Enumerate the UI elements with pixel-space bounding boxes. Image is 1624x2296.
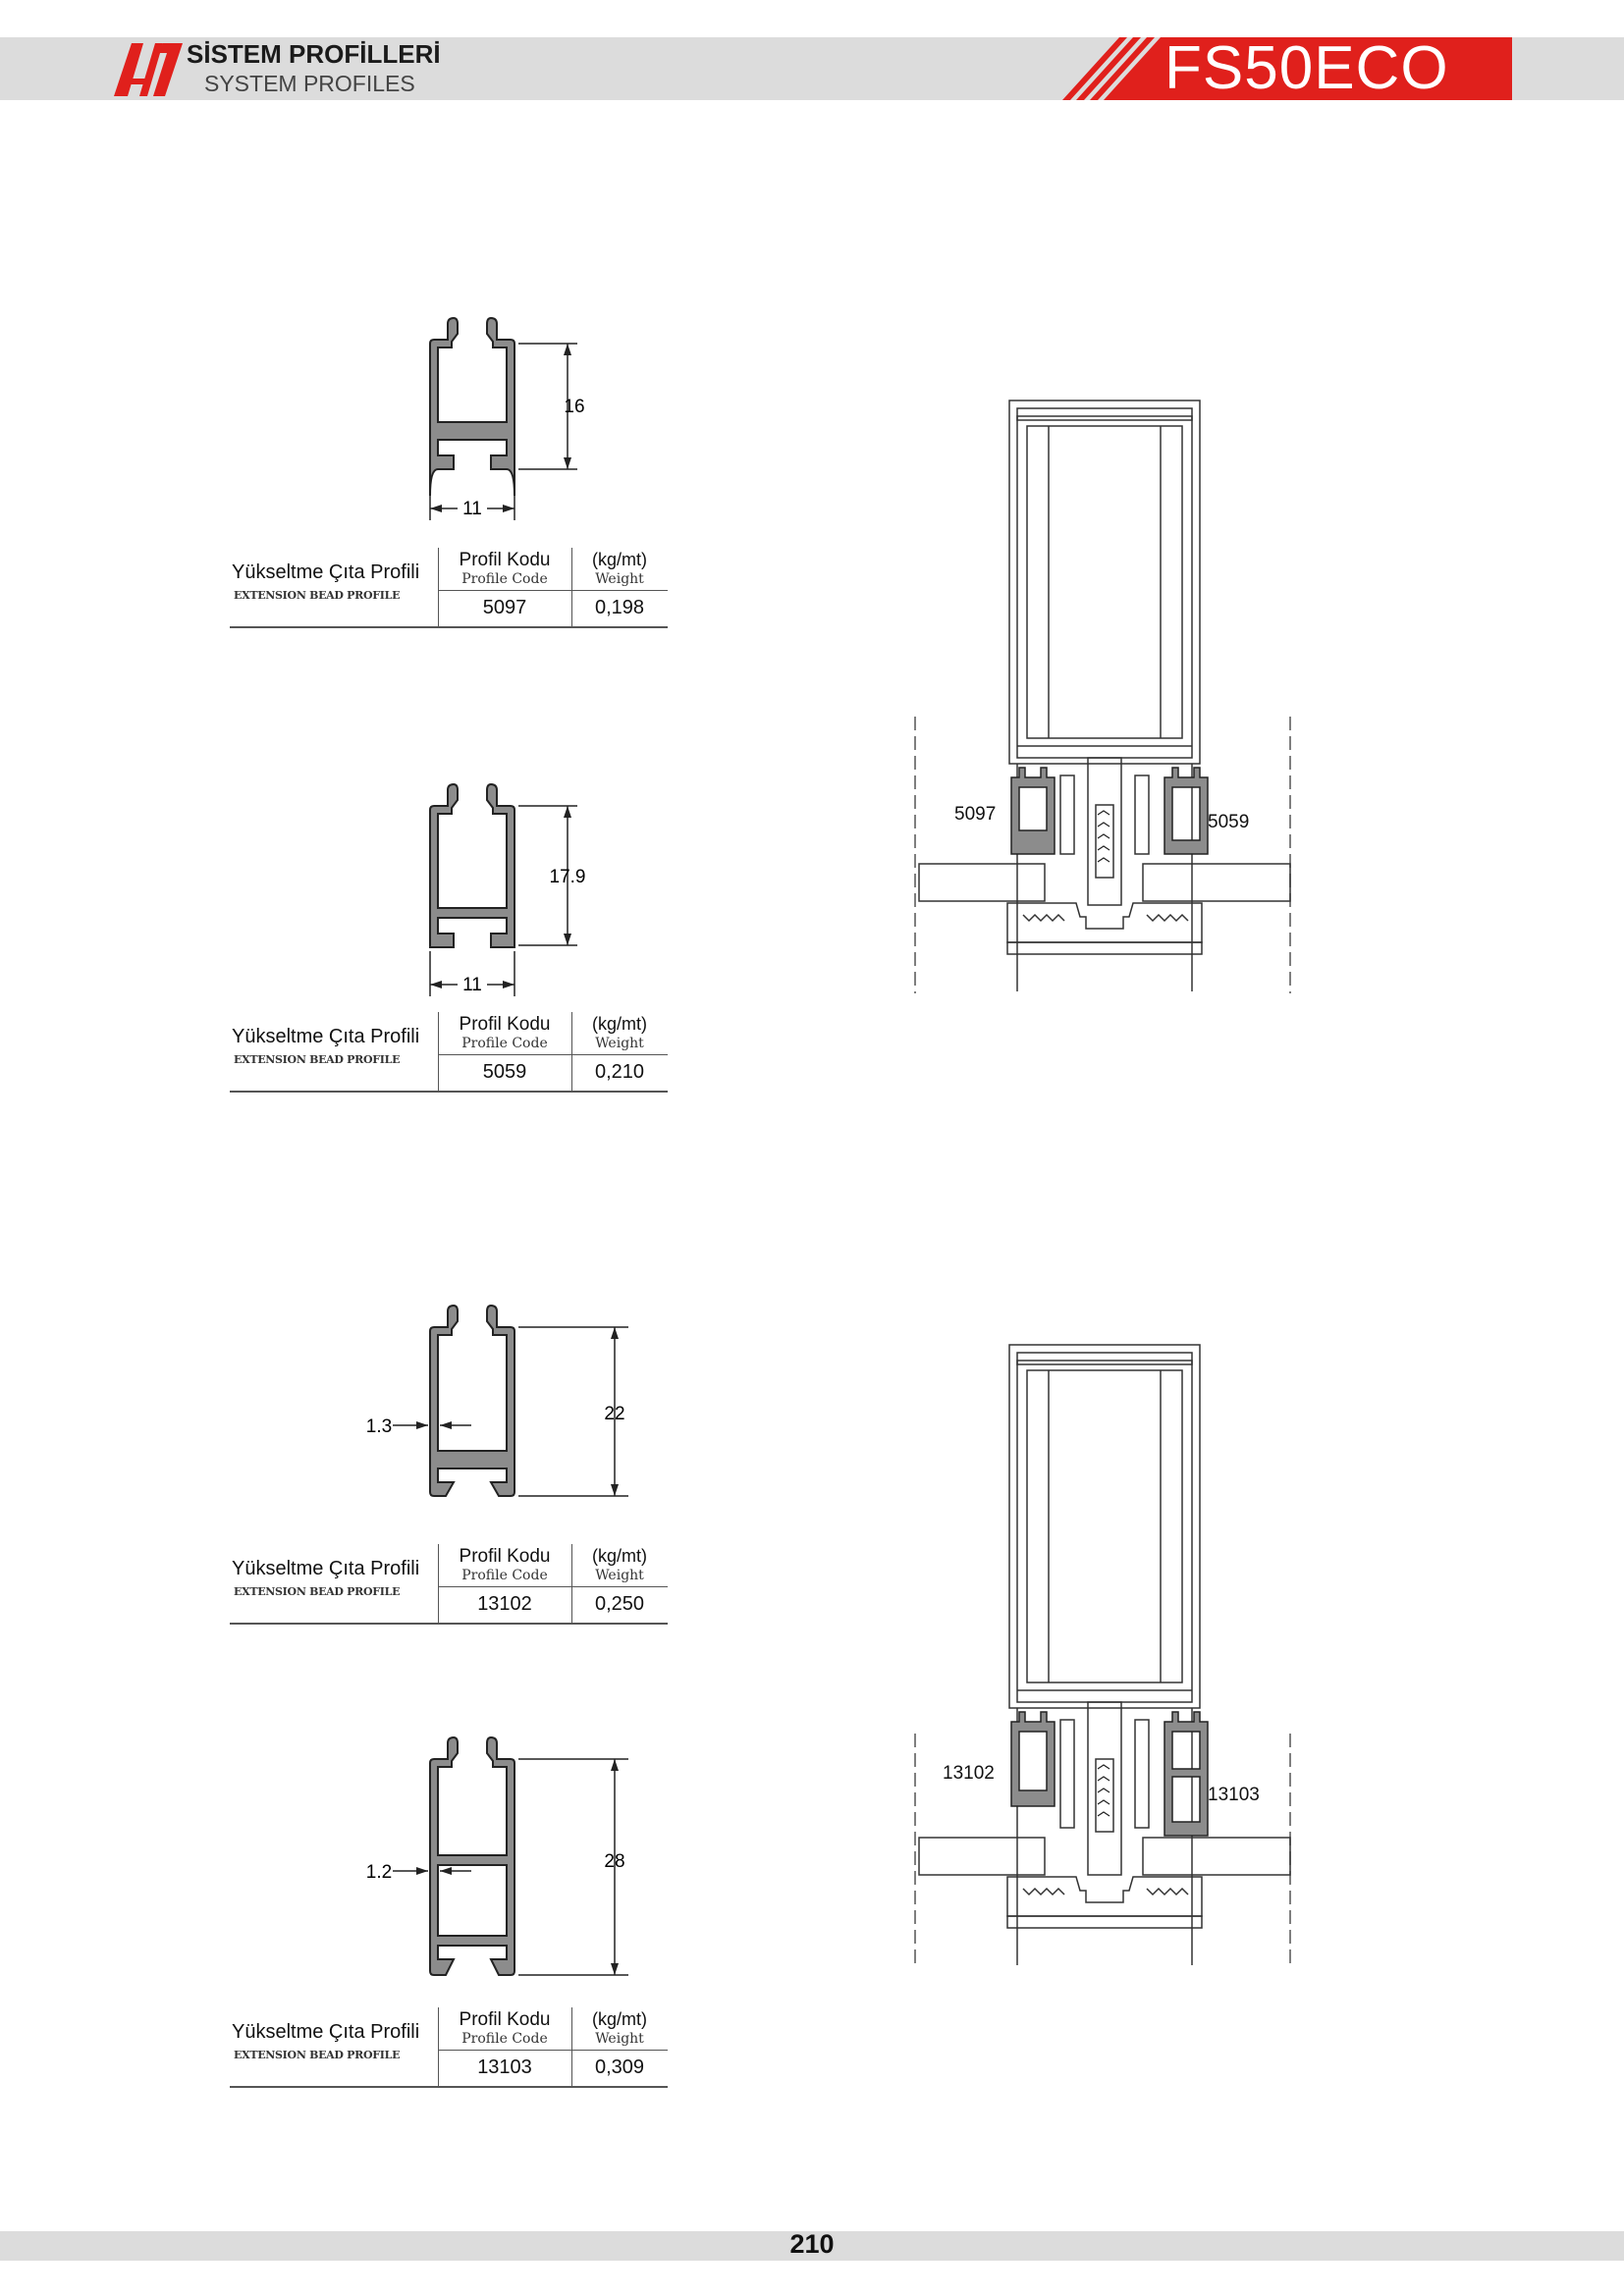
profile-code: 5097	[482, 597, 527, 618]
profile-code: 13102	[477, 1593, 532, 1615]
assembly-label-left: 5097	[954, 804, 997, 825]
weight-header: (kg/mt)	[592, 2009, 647, 2029]
profile-name: Yükseltme Çıta Profili	[232, 561, 420, 583]
profile-table-5059	[230, 1012, 668, 1093]
code-header: Profil Kodu	[459, 2009, 551, 2030]
weight-header: (kg/mt)	[592, 1546, 647, 1566]
profile-name-en: EXTENSION BEAD PROFILE	[234, 2049, 401, 2061]
page-number: 210	[789, 2229, 835, 2259]
assembly-label-left: 13102	[943, 1763, 995, 1784]
weight-header-en: Weight	[595, 571, 644, 587]
dim-wall-label: 1.2	[365, 1862, 393, 1883]
weight-header-en: Weight	[595, 1568, 644, 1583]
profile-weight: 0,250	[594, 1593, 645, 1615]
profile-drawing-5097	[412, 304, 589, 520]
profile-name: Yükseltme Çıta Profili	[232, 1558, 420, 1579]
profile-table-13103	[230, 2007, 668, 2088]
dim-height-label: 17.9	[549, 867, 586, 887]
profile-name-en: EXTENSION BEAD PROFILE	[234, 589, 401, 602]
code-header: Profil Kodu	[459, 1546, 551, 1567]
dim-height-label: 28	[604, 1851, 625, 1872]
profile-name-en: EXTENSION BEAD PROFILE	[234, 1585, 401, 1598]
dim-height-label: 22	[604, 1404, 625, 1424]
assembly-section-2	[913, 1337, 1306, 1975]
profile-weight: 0,198	[594, 597, 645, 618]
code-header-en: Profile Code	[461, 1036, 548, 1051]
profile-code: 5059	[482, 1061, 527, 1083]
profile-table-5097	[230, 548, 668, 628]
profile-name: Yükseltme Çıta Profili	[232, 2021, 420, 2043]
assembly-section-1	[913, 393, 1306, 1001]
assembly-label-right: 5059	[1208, 812, 1250, 832]
profile-drawing-13102	[353, 1286, 638, 1512]
weight-header: (kg/mt)	[592, 550, 647, 569]
weight-header-en: Weight	[595, 2031, 644, 2047]
profile-weight: 0,309	[594, 2056, 645, 2078]
profile-drawing-5059	[412, 771, 589, 996]
weight-header: (kg/mt)	[592, 1014, 647, 1034]
dim-width-label: 11	[462, 975, 482, 995]
profile-name-en: EXTENSION BEAD PROFILE	[234, 1053, 401, 1066]
code-header: Profil Kodu	[459, 1014, 551, 1035]
code-header-en: Profile Code	[461, 571, 548, 587]
dim-height-label: 16	[564, 397, 585, 417]
code-header-en: Profile Code	[461, 1568, 548, 1583]
profile-drawing-13103	[353, 1718, 638, 1983]
weight-header-en: Weight	[595, 1036, 644, 1051]
code-header: Profil Kodu	[459, 550, 551, 570]
code-header-en: Profile Code	[461, 2031, 548, 2047]
brand-subtitle: SYSTEM PROFILES	[204, 71, 415, 96]
brand-title: SİSTEM PROFİLLERİ	[187, 39, 441, 69]
profile-weight: 0,210	[594, 1061, 645, 1083]
dim-wall-label: 1.3	[365, 1416, 393, 1437]
profile-code: 13103	[477, 2056, 532, 2078]
profile-name: Yükseltme Çıta Profili	[232, 1026, 420, 1047]
assembly-label-right: 13103	[1208, 1785, 1260, 1805]
dim-width-label: 11	[462, 499, 482, 519]
company-logo	[110, 39, 185, 98]
series-title: FS50ECO	[1164, 34, 1449, 102]
profile-table-13102	[230, 1544, 668, 1625]
